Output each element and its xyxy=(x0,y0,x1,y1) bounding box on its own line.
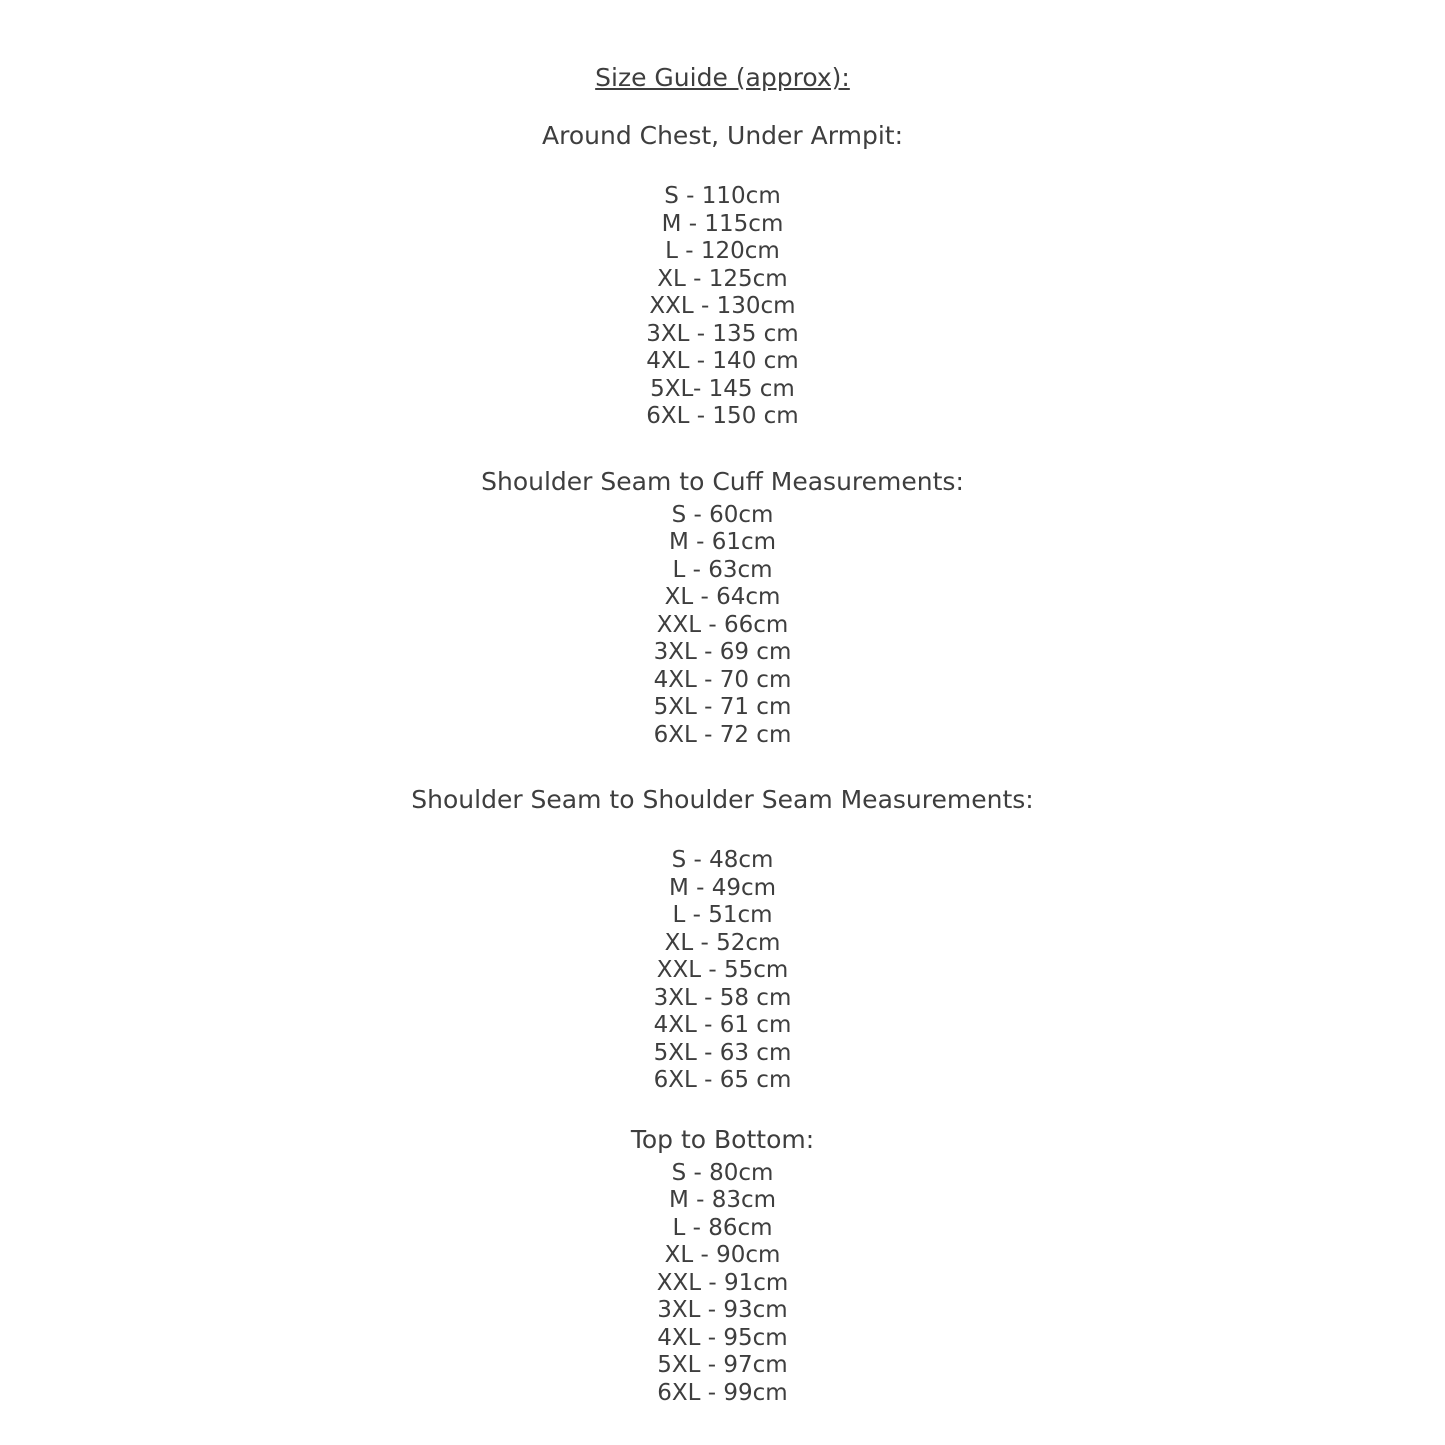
list-item: 3XL - 69 cm xyxy=(653,639,792,665)
list-item: M - 49cm xyxy=(668,874,777,901)
list-item: 5XL - 63 cm xyxy=(653,1039,792,1066)
section-heading: Around Chest, Under Armpit: xyxy=(542,121,903,150)
list-item: 5XL- 145 cm xyxy=(650,375,795,402)
list-item: 6XL - 72 cm xyxy=(653,721,792,748)
spacer xyxy=(0,749,1445,780)
spacer xyxy=(0,820,1445,847)
measurement-list xyxy=(0,1160,1445,1408)
list-item: XXL - 91cm xyxy=(656,1269,789,1296)
list-item: S - 80cm xyxy=(671,1159,774,1186)
page-title: Size Guide (approx): xyxy=(595,63,850,92)
list-item: 4XL - 61 cm xyxy=(653,1012,792,1038)
spacer xyxy=(0,1095,1445,1120)
list-item: 3XL - 58 cm xyxy=(653,984,792,1011)
list-item: M - 115cm xyxy=(661,210,784,237)
list-item: 3XL - 93cm xyxy=(657,1297,788,1323)
list-item: XXL - 66cm xyxy=(656,611,789,638)
list-item: S - 60cm xyxy=(671,501,774,528)
list-item: 4XL - 140 cm xyxy=(646,348,799,374)
list-item: XXL - 130cm xyxy=(649,293,796,319)
list-item: M - 83cm xyxy=(668,1187,777,1213)
spacer xyxy=(0,431,1445,462)
spacer xyxy=(0,156,1445,183)
section-heading: Shoulder Seam to Cuff Measurements: xyxy=(481,466,964,496)
measurement-list xyxy=(0,502,1445,750)
list-item: XL - 52cm xyxy=(664,929,781,956)
list-item: L - 120cm xyxy=(665,238,780,264)
list-item: L - 51cm xyxy=(672,902,773,928)
measurement-list xyxy=(0,183,1445,431)
list-item: M - 61cm xyxy=(668,529,777,555)
list-item: 5XL - 97cm xyxy=(657,1352,788,1378)
section-shoulder-to-cuff xyxy=(0,462,1445,750)
list-item: XL - 125cm xyxy=(657,265,788,292)
list-item: 6XL - 150 cm xyxy=(646,403,799,429)
list-item: 4XL - 95cm xyxy=(657,1324,788,1351)
section-shoulder-to-shoulder xyxy=(0,780,1445,1095)
list-item: 5XL - 71 cm xyxy=(653,694,792,720)
list-item: 6XL - 65 cm xyxy=(653,1067,792,1093)
list-item: XL - 90cm xyxy=(664,1242,781,1268)
measurement-list xyxy=(0,847,1445,1095)
section-heading: Shoulder Seam to Shoulder Seam Measurements: xyxy=(411,785,1034,814)
section-top-to-bottom xyxy=(0,1120,1445,1408)
list-item: L - 86cm xyxy=(672,1214,773,1241)
list-item: L - 63cm xyxy=(672,556,773,583)
section-heading: Top to Bottom: xyxy=(630,1124,815,1154)
list-item: S - 48cm xyxy=(671,847,774,873)
list-item: XXL - 55cm xyxy=(656,957,789,983)
list-item: S - 110cm xyxy=(664,183,781,209)
list-item: 6XL - 99cm xyxy=(657,1379,788,1406)
list-item: 3XL - 135 cm xyxy=(646,320,799,347)
section-around-chest xyxy=(0,116,1445,431)
list-item: XL - 64cm xyxy=(664,584,781,610)
list-item: 4XL - 70 cm xyxy=(653,666,792,693)
